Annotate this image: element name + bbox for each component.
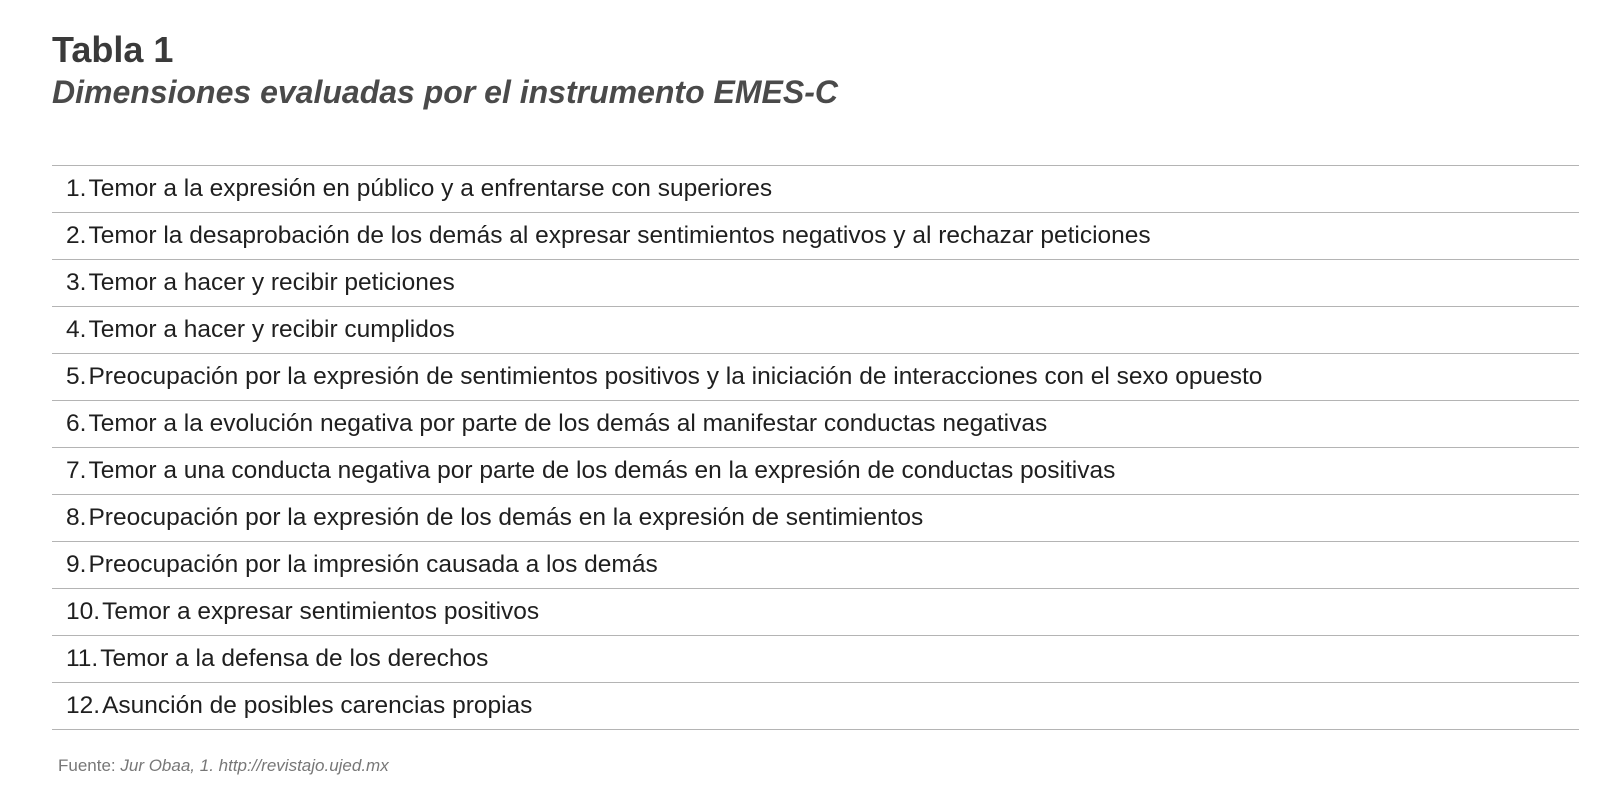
source-note — [58, 756, 389, 776]
table-figure — [52, 29, 1579, 775]
row-text: Temor a una conducta negativa por parte de los demás en la expresión de conductas positivas — [88, 457, 1116, 484]
row-text: Preocupación por la expresión de sentimientos positivos y la iniciación de interacciones con el sexo opuesto — [88, 363, 1263, 390]
table-row — [52, 354, 1579, 401]
row-text: Preocupación por la impresión causada a los demás — [88, 551, 658, 578]
row-number: 10. — [66, 598, 101, 625]
row-text: Preocupación por la expresión de los demás en la expresión de sentimientos — [88, 504, 924, 531]
row-number: 3. — [66, 269, 87, 296]
row-text: Temor a hacer y recibir cumplidos — [88, 316, 455, 343]
row-number: 4. — [66, 316, 87, 343]
row-text: Temor la desaprobación de los demás al expresar sentimientos negativos y al rechazar peticiones — [88, 222, 1151, 249]
row-number: 12. — [66, 692, 101, 719]
table-row — [52, 213, 1579, 260]
row-text: Temor a la evolución negativa por parte de los demás al manifestar conductas negativas — [88, 410, 1048, 437]
table-row — [52, 683, 1579, 730]
source-label: Fuente: — [58, 756, 121, 775]
row-number: 8. — [66, 504, 87, 531]
table-row — [52, 448, 1579, 495]
table-title: Dimensiones evaluadas por el instrumento EMES-C — [52, 74, 838, 110]
row-text: Temor a expresar sentimientos positivos — [102, 598, 540, 625]
table-row — [52, 166, 1579, 213]
row-number: 2. — [66, 222, 87, 249]
table-row — [52, 401, 1579, 448]
row-text: Temor a la expresión en público y a enfrentarse con superiores — [88, 175, 773, 202]
row-number: 6. — [66, 410, 87, 437]
table-row — [52, 495, 1579, 542]
row-number: 7. — [66, 457, 87, 484]
row-text: Temor a hacer y recibir peticiones — [88, 269, 455, 296]
table-row — [52, 260, 1579, 307]
row-number: 11. — [66, 645, 99, 672]
table-row — [52, 542, 1579, 589]
row-text: Temor a la defensa de los derechos — [100, 645, 489, 672]
source-reference: Jur Obaa, 1. http://revistajo.ujed.mx — [120, 756, 389, 775]
table-row — [52, 636, 1579, 683]
row-text: Asunción de posibles carencias propias — [102, 692, 533, 719]
dimensions-table — [52, 165, 1579, 730]
table-label: Tabla 1 — [52, 29, 174, 70]
row-number: 9. — [66, 551, 87, 578]
table-row — [52, 307, 1579, 354]
row-number: 5. — [66, 363, 87, 390]
row-number: 1. — [66, 175, 87, 202]
table-row — [52, 589, 1579, 636]
